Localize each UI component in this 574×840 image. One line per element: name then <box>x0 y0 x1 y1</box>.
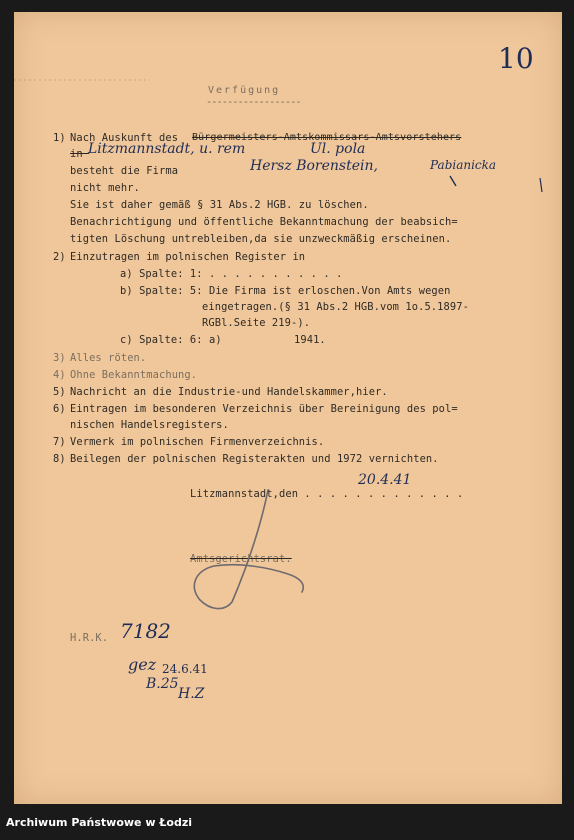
item-3-text: Alles röten. <box>70 352 147 364</box>
column-b-cont-1: eingetragen.(§ 31 Abs.2 HGB.vom 1o.5.1897- <box>202 301 469 313</box>
firm-label: besteht die Firma <box>70 165 179 177</box>
notice-line-1: Benachrichtigung und öffentliche Bekanntmachung der beabsich= <box>70 216 458 228</box>
archive-name: Archiwum Państwowe w Łodzi <box>6 816 193 829</box>
item-4-text: Ohne Bekanntmachung. <box>70 369 198 381</box>
item-4-number: 4) <box>53 369 66 381</box>
stamp-date: 24.6.41 <box>162 662 208 676</box>
item-6-number: 6) <box>53 403 66 415</box>
column-c-year: 1941. <box>294 334 326 346</box>
page-number: 10 <box>498 42 534 75</box>
item-7-number: 7) <box>53 436 66 448</box>
column-c: c) Spalte: 6: a) <box>120 334 222 346</box>
stamp-code: B.25 <box>146 676 179 692</box>
item-5-text: Nachricht an die Industrie-und Handelskammer,hier. <box>70 386 388 398</box>
handwritten-date: 20.4.41 <box>358 472 412 488</box>
column-a: a) Spalte: 1: . . . . . . . . . . . <box>120 268 343 280</box>
heading-underline: ------------------ <box>206 96 301 108</box>
item-1-text: Nach Auskunft des <box>70 132 185 144</box>
item-3-number: 3) <box>53 352 66 364</box>
handwritten-initials: gez <box>128 655 157 674</box>
item-5-number: 5) <box>53 386 66 398</box>
item-8-text: Beilegen der polnischen Registerakten und 1972 vernichten. <box>70 453 439 465</box>
handwritten-city: Litzmannstadt, u. rem <box>88 141 246 157</box>
notice-line-2: tigten Löschung untrebleiben,da sie unzweckmäßig erscheinen. <box>70 233 452 245</box>
document-heading: Verfügung <box>208 85 281 96</box>
hrk-label: H.R.K. <box>70 632 109 644</box>
stamp-initials: H.Z <box>178 686 205 702</box>
not-anymore: nicht mehr. <box>70 182 140 194</box>
handwritten-street: Ul. pola <box>310 141 366 157</box>
item-2-number: 2) <box>53 251 66 263</box>
item-6-text: Eintragen im besonderen Verzeichnis über Bereinigung des pol= <box>70 403 458 415</box>
item-8-number: 8) <box>53 453 66 465</box>
signature-label: Amtsgerichtsrat. <box>190 553 292 565</box>
column-b: b) Spalte: 5: Die Firma ist erloschen.Von Amts wegen <box>120 285 451 297</box>
in-label: in <box>70 148 90 160</box>
date-line: Litzmannstadt,den . . . . . . . . . . . . . <box>190 488 464 500</box>
struck-officials: Bürgermeisters-Amtskommissars-Amtsvorstehers <box>192 132 462 143</box>
item-7-text: Vermerk im polnischen Firmenverzeichnis. <box>70 436 325 448</box>
handwritten-firm-suffix: Pabianicka <box>430 158 497 172</box>
column-b-cont-2: RGBl.Seite 219-). <box>202 317 311 329</box>
handwritten-hrk-number: 7182 <box>120 619 171 643</box>
item-1-number: 1) <box>53 132 66 144</box>
handwritten-firm: Hersz Borenstein, <box>250 158 378 174</box>
item-6-cont: nischen Handelsregisters. <box>70 419 229 431</box>
item-2-text: Einzutragen im polnischen Register in <box>70 251 306 263</box>
delete-statement: Sie ist daher gemäß § 31 Abs.2 HGB. zu löschen. <box>70 199 369 211</box>
